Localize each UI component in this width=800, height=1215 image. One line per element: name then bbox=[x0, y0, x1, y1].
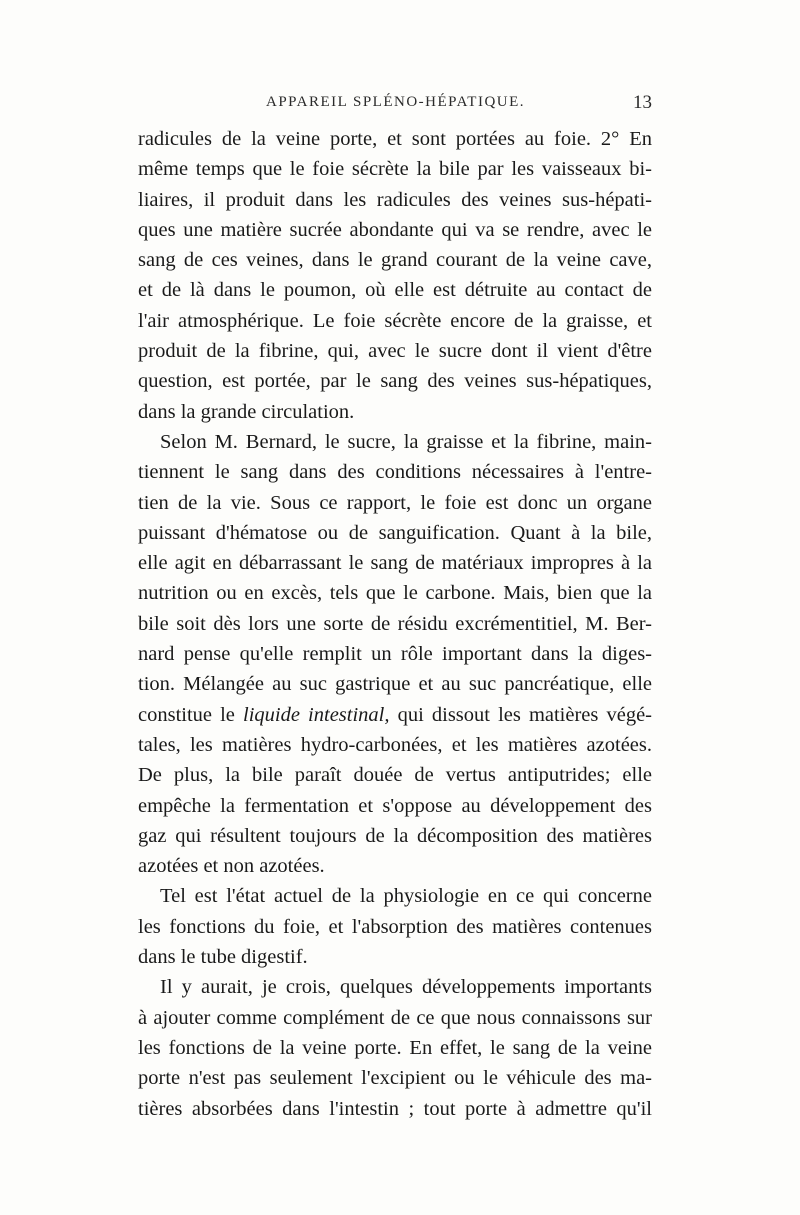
text-line: les fonctions de la veine porte. En effet, le sang de la veine bbox=[138, 1036, 652, 1059]
text-line: question, est portée, par le sang des veines sus-hépatiques, bbox=[138, 370, 652, 393]
text-line: De plus, la bile paraît douée de vertus antiputrides; elle bbox=[138, 764, 652, 787]
text-line: tiennent le sang dans des conditions nécessaires à l'entre- bbox=[138, 461, 652, 484]
text-line: Selon M. Bernard, le sucre, la graisse et la fibrine, main- bbox=[160, 430, 652, 453]
running-head bbox=[138, 94, 658, 118]
text-line: nard pense qu'elle remplit un rôle important dans la diges- bbox=[138, 643, 652, 666]
page-number: 13 bbox=[633, 92, 652, 113]
text-line: produit de la fibrine, qui, avec le sucre dont il vient d'être bbox=[138, 340, 652, 363]
text-line: même temps que le foie sécrète la bile par les vaisseaux bi- bbox=[138, 158, 652, 181]
body-text bbox=[138, 124, 652, 1124]
text-line: tion. Mélangée au suc gastrique et au suc pancréatique, elle bbox=[138, 673, 652, 696]
text-line: Il y aurait, je crois, quelques développements importants bbox=[160, 976, 652, 999]
running-title: APPAREIL SPLÉNO-HÉPATIQUE. bbox=[266, 94, 526, 110]
text-line: puissant d'hématose ou de sanguification. Quant à la bile, bbox=[138, 521, 652, 544]
text-line: les fonctions du foie, et l'absorption des matières contenues bbox=[138, 915, 652, 938]
text-line-part: constitue le bbox=[138, 703, 244, 726]
text-line: dans le tube digestif. bbox=[138, 946, 308, 969]
text-line: sang de ces veines, dans le grand courant de la veine cave, bbox=[138, 249, 652, 272]
italic-term: liquide intestinal, bbox=[243, 703, 390, 726]
text-line: ques une matière sucrée abondante qui va se rendre, avec le bbox=[138, 218, 652, 241]
text-line: radicules de la veine porte, et sont portées au foie. 2° En bbox=[138, 128, 652, 150]
text-line bbox=[138, 700, 652, 730]
text-line: Tel est l'état actuel de la physiologie en ce qui concerne bbox=[160, 885, 652, 908]
text-line: à ajouter comme complément de ce que nous connaissons sur bbox=[138, 1006, 652, 1029]
text-line: elle agit en débarrassant le sang de matériaux impropres à la bbox=[138, 552, 652, 575]
text-line: gaz qui résultent toujours de la décomposition des matières bbox=[138, 824, 652, 847]
text-line: liaires, il produit dans les radicules des veines sus-hépati- bbox=[138, 188, 652, 211]
text-line: empêche la fermentation et s'oppose au développement des bbox=[138, 794, 652, 817]
text-line: bile soit dès lors une sorte de résidu excrémentitiel, M. Ber- bbox=[138, 612, 652, 635]
text-line: et de là dans le poumon, où elle est détruite au contact de bbox=[138, 279, 652, 302]
text-line: tales, les matières hydro-carbonées, et les matières azotées. bbox=[138, 733, 652, 756]
text-line: nutrition ou en excès, tels que le carbone. Mais, bien que la bbox=[138, 582, 652, 605]
text-line: azotées et non azotées. bbox=[138, 855, 325, 878]
text-line: dans la grande circulation. bbox=[138, 400, 355, 423]
text-line-part: qui dissout les matières végé- bbox=[389, 703, 652, 726]
text-line: l'air atmosphérique. Le foie sécrète encore de la graisse, et bbox=[138, 309, 652, 332]
text-line: tien de la vie. Sous ce rapport, le foie est donc un organe bbox=[138, 491, 652, 514]
text-line: tières absorbées dans l'intestin ; tout porte à admettre qu'il bbox=[138, 1097, 652, 1120]
text-line: porte n'est pas seulement l'excipient ou le véhicule des ma- bbox=[138, 1067, 652, 1090]
